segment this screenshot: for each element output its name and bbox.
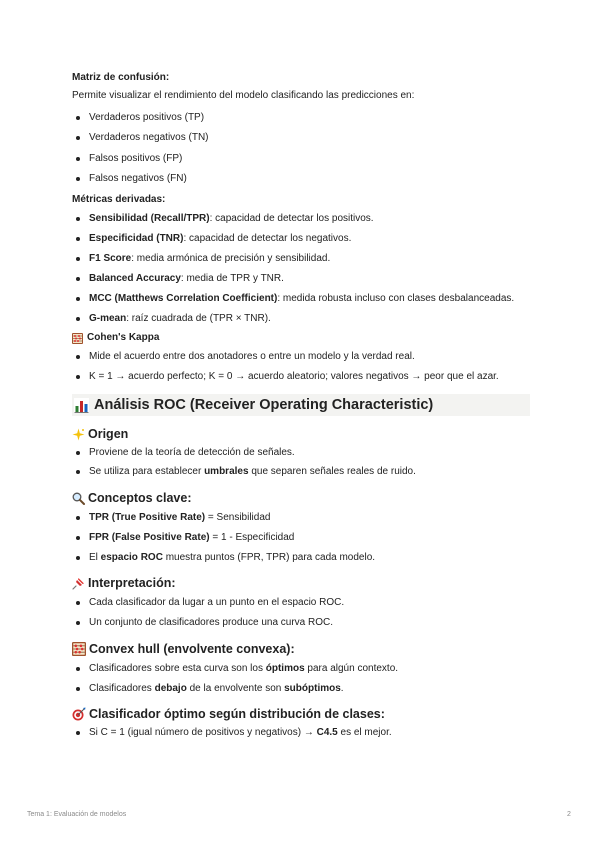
list-item: Proviene de la teoría de detección de señales. bbox=[72, 446, 530, 460]
bar-chart-icon bbox=[74, 398, 89, 413]
footer-chapter: Tema 1: Evaluación de modelos bbox=[27, 811, 127, 818]
list-item: Falsos negativos (FN) bbox=[72, 172, 530, 186]
interpretation-list bbox=[72, 596, 530, 630]
roc-section-title bbox=[72, 394, 530, 416]
hull-text: Clasificadores sobre esta curva son los bbox=[89, 663, 266, 674]
metric-desc: : capacidad de detectar los positivos. bbox=[209, 213, 374, 224]
origin-list bbox=[72, 446, 530, 479]
concept-text: El bbox=[89, 552, 101, 563]
list-item: Verdaderos negativos (TN) bbox=[72, 131, 530, 145]
roc-title-text: Análisis ROC (Receiver Operating Characteristic) bbox=[94, 397, 434, 413]
metric-desc: : capacidad de detectar los negativos. bbox=[183, 233, 352, 244]
hull-heading bbox=[72, 641, 530, 657]
magnifier-icon bbox=[72, 492, 85, 505]
metric-desc: : media armónica de precisión y sensibilidad. bbox=[131, 253, 331, 264]
optimal-heading bbox=[72, 706, 530, 722]
metrics-list bbox=[72, 212, 530, 326]
list-item: Cada clasificador da lugar a un punto en el espacio ROC. bbox=[72, 596, 530, 610]
concept-bold: espacio ROC bbox=[100, 552, 163, 563]
sparkle-icon bbox=[72, 428, 85, 441]
footer-page-number: 2 bbox=[567, 811, 571, 818]
concepts-heading bbox=[72, 490, 530, 506]
list-item: K = 1 → acuerdo perfecto; K = 0 → acuerdo aleatorio; valores negativos → peor que el azar. bbox=[72, 370, 530, 384]
hull-list bbox=[72, 662, 530, 696]
confusion-intro: Permite visualizar el rendimiento del modelo clasificando las predicciones en: bbox=[72, 90, 415, 101]
concept-text: = 1 - Especificidad bbox=[209, 532, 295, 543]
metric-term: Balanced Accuracy bbox=[89, 273, 181, 284]
confusion-list bbox=[72, 111, 530, 187]
metric-term: F1 Score bbox=[89, 253, 132, 264]
list-item: Falsos positivos (FP) bbox=[72, 152, 530, 166]
optimal-heading-text: Clasificador óptimo según distribución de clases: bbox=[89, 707, 385, 721]
list-item bbox=[72, 531, 530, 545]
hull-text: para algún contexto. bbox=[304, 663, 399, 674]
list-item bbox=[72, 551, 530, 565]
metric-term: G-mean bbox=[89, 313, 127, 324]
hull-heading-text: Convex hull (envolvente convexa): bbox=[89, 642, 295, 656]
optimal-text: Si C = 1 (igual número de positivos y negativos) → bbox=[89, 727, 317, 738]
list-item bbox=[72, 511, 530, 525]
concept-bold: TPR (True Positive Rate) bbox=[89, 512, 206, 523]
list-item bbox=[72, 252, 530, 266]
concept-text: = Sensibilidad bbox=[205, 512, 271, 523]
metric-term: MCC (Matthews Correlation Coefficient) bbox=[89, 293, 278, 304]
hull-bold: óptimos bbox=[265, 663, 305, 674]
kappa-heading-text: Cohen's Kappa bbox=[87, 332, 160, 343]
origin-text: Se utiliza para establecer bbox=[89, 466, 205, 477]
hull-text: . bbox=[340, 683, 344, 694]
confusion-heading: Matriz de confusión: bbox=[72, 72, 170, 83]
metric-desc: : medida robusta incluso con clases desbalanceadas. bbox=[277, 293, 515, 304]
target-icon bbox=[72, 707, 86, 721]
origin-heading-text: Origen bbox=[88, 427, 129, 441]
abacus-icon bbox=[72, 642, 86, 656]
list-item bbox=[72, 272, 530, 286]
metric-desc: : raíz cuadrada de (TPR × TNR). bbox=[126, 313, 271, 324]
pushpin-icon bbox=[72, 577, 85, 590]
optimal-list bbox=[72, 726, 530, 740]
optimal-text: es el mejor. bbox=[337, 727, 392, 738]
metric-term: Sensibilidad (Recall/TPR) bbox=[89, 213, 210, 224]
list-item bbox=[72, 232, 530, 246]
list-item bbox=[72, 662, 530, 676]
list-item bbox=[72, 292, 530, 306]
list-item bbox=[72, 312, 530, 326]
hull-bold: debajo bbox=[154, 683, 187, 694]
list-item bbox=[72, 465, 530, 479]
concept-bold: FPR (False Positive Rate) bbox=[89, 532, 210, 543]
page-content bbox=[72, 70, 530, 740]
metrics-heading: Métricas derivadas: bbox=[72, 194, 166, 205]
hull-bold: subóptimos bbox=[284, 683, 341, 694]
optimal-bold: C4.5 bbox=[316, 727, 338, 738]
origin-text: que separen señales reales de ruido. bbox=[248, 466, 416, 477]
origin-bold: umbrales bbox=[204, 466, 249, 477]
list-item bbox=[72, 726, 530, 740]
concepts-list bbox=[72, 511, 530, 565]
kappa-heading bbox=[72, 331, 530, 345]
interpretation-heading-text: Interpretación: bbox=[88, 576, 176, 590]
interpretation-heading bbox=[72, 575, 530, 591]
list-item bbox=[72, 212, 530, 226]
list-item: Un conjunto de clasificadores produce una curva ROC. bbox=[72, 616, 530, 630]
concept-text: muestra puntos (FPR, TPR) para cada modelo. bbox=[162, 552, 376, 563]
list-item: Mide el acuerdo entre dos anotadores o entre un modelo y la verdad real. bbox=[72, 350, 530, 364]
metric-desc: : media de TPR y TNR. bbox=[180, 273, 284, 284]
hull-text: de la envolvente son bbox=[186, 683, 285, 694]
abacus-icon bbox=[72, 333, 83, 344]
list-item: Verdaderos positivos (TP) bbox=[72, 111, 530, 125]
kappa-list bbox=[72, 350, 530, 384]
origin-heading bbox=[72, 426, 530, 442]
concepts-heading-text: Conceptos clave: bbox=[88, 491, 192, 505]
list-item bbox=[72, 682, 530, 696]
metric-term: Especificidad (TNR) bbox=[89, 233, 184, 244]
hull-text: Clasificadores bbox=[89, 683, 155, 694]
